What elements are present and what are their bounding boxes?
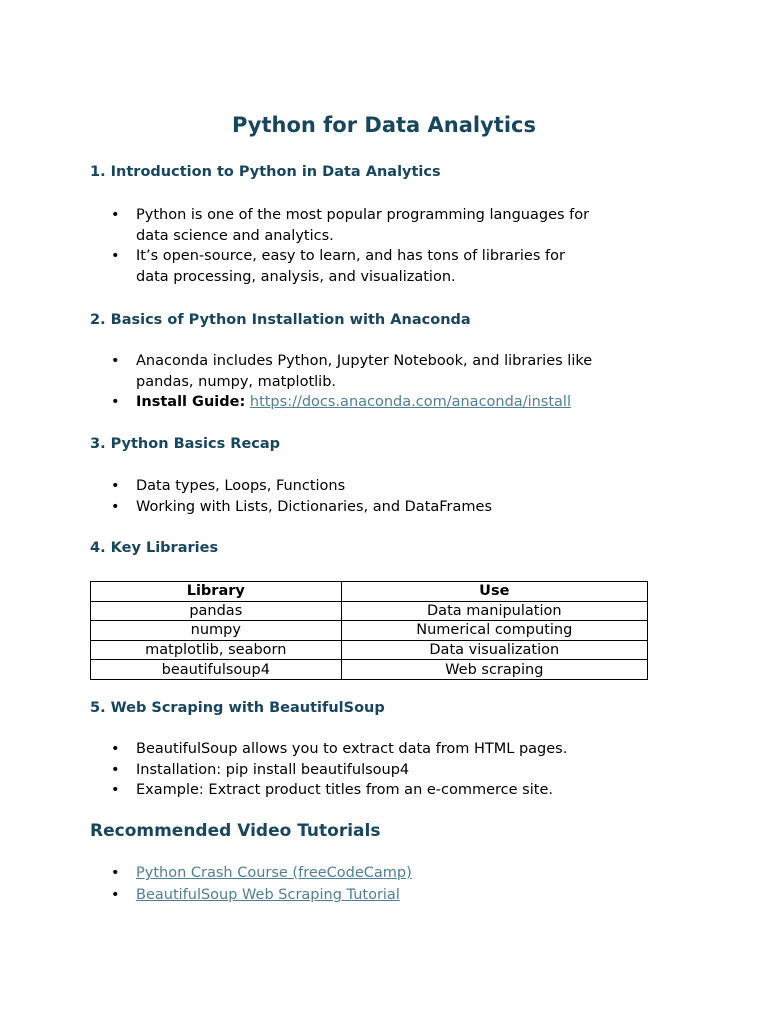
table-row — [91, 621, 648, 641]
table-row — [91, 660, 648, 680]
bullet-icon: • — [111, 865, 120, 881]
table-cell: pandas — [91, 601, 342, 621]
install-guide-link[interactable]: https://docs.anaconda.com/anaconda/install — [249, 394, 571, 411]
install-guide-label: Install Guide: — [136, 394, 246, 411]
section-heading-web-scraping: 5. Web Scraping with BeautifulSoup — [90, 700, 385, 716]
bullet-icon: • — [111, 887, 120, 903]
list-item: • Example: Extract product titles from an e-commerce site. — [0, 780, 600, 801]
list-item — [0, 392, 600, 413]
table-header-use: Use — [341, 582, 647, 602]
bullet-icon: • — [111, 741, 120, 757]
basics-bullet-list — [0, 476, 600, 517]
list-item: • It’s open-source, easy to learn, and has tons of libraries for data processing, analysis, and visualization. — [111, 248, 565, 285]
list-item — [0, 884, 600, 906]
document-title: Python for Data Analytics — [232, 113, 536, 137]
list-item — [0, 862, 600, 884]
table-cell: Numerical computing — [341, 621, 647, 641]
bullet-icon: • — [111, 207, 120, 223]
bullet-icon: • — [111, 248, 120, 265]
table-row — [91, 640, 648, 660]
section-heading-basics-recap: 3. Python Basics Recap — [90, 436, 281, 452]
key-libraries-table — [90, 581, 648, 680]
section-heading-key-libraries: 4. Key Libraries — [90, 540, 219, 556]
table-cell: numpy — [91, 621, 342, 641]
table-cell: beautifulsoup4 — [91, 660, 342, 680]
table-header-library: Library — [91, 582, 342, 602]
section-heading-introduction: 1. Introduction to Python in Data Analytics — [90, 164, 441, 180]
video-link-beautifulsoup-tutorial[interactable]: BeautifulSoup Web Scraping Tutorial — [136, 887, 400, 903]
list-item: • Working with Lists, Dictionaries, and DataFrames — [0, 497, 600, 518]
video-link-python-crash-course[interactable]: Python Crash Course (freeCodeCamp) — [136, 865, 412, 881]
video-link-list — [0, 862, 600, 906]
bullet-icon: • — [111, 478, 120, 494]
list-item: • BeautifulSoup allows you to extract data from HTML pages. — [0, 739, 600, 760]
table-header-row — [91, 582, 648, 602]
bullet-icon: • — [111, 498, 120, 515]
list-item: • Anaconda includes Python, Jupyter Notebook, and libraries like pandas, numpy, matplotlib. — [111, 353, 593, 390]
table-cell: matplotlib, seaborn — [91, 640, 342, 660]
table-cell: Web scraping — [341, 660, 647, 680]
bullet-icon: • — [111, 353, 120, 369]
section-heading-video-tutorials: Recommended Video Tutorials — [90, 821, 381, 841]
intro-bullet-list — [0, 205, 600, 287]
table-row — [91, 601, 648, 621]
table-cell: Data visualization — [341, 640, 647, 660]
bullet-icon: • — [111, 394, 120, 411]
section-heading-installation: 2. Basics of Python Installation with Anaconda — [90, 312, 471, 328]
list-item: • Data types, Loops, Functions — [0, 476, 600, 497]
list-item: • Installation: pip install beautifulsoup4 — [0, 760, 600, 781]
list-item: • Python is one of the most popular programming languages for data science and analytics. — [111, 207, 590, 244]
table-cell: Data manipulation — [341, 601, 647, 621]
install-bullet-list — [0, 351, 600, 413]
scraping-bullet-list — [0, 739, 600, 801]
bullet-icon: • — [111, 782, 120, 799]
bullet-icon: • — [111, 761, 120, 778]
